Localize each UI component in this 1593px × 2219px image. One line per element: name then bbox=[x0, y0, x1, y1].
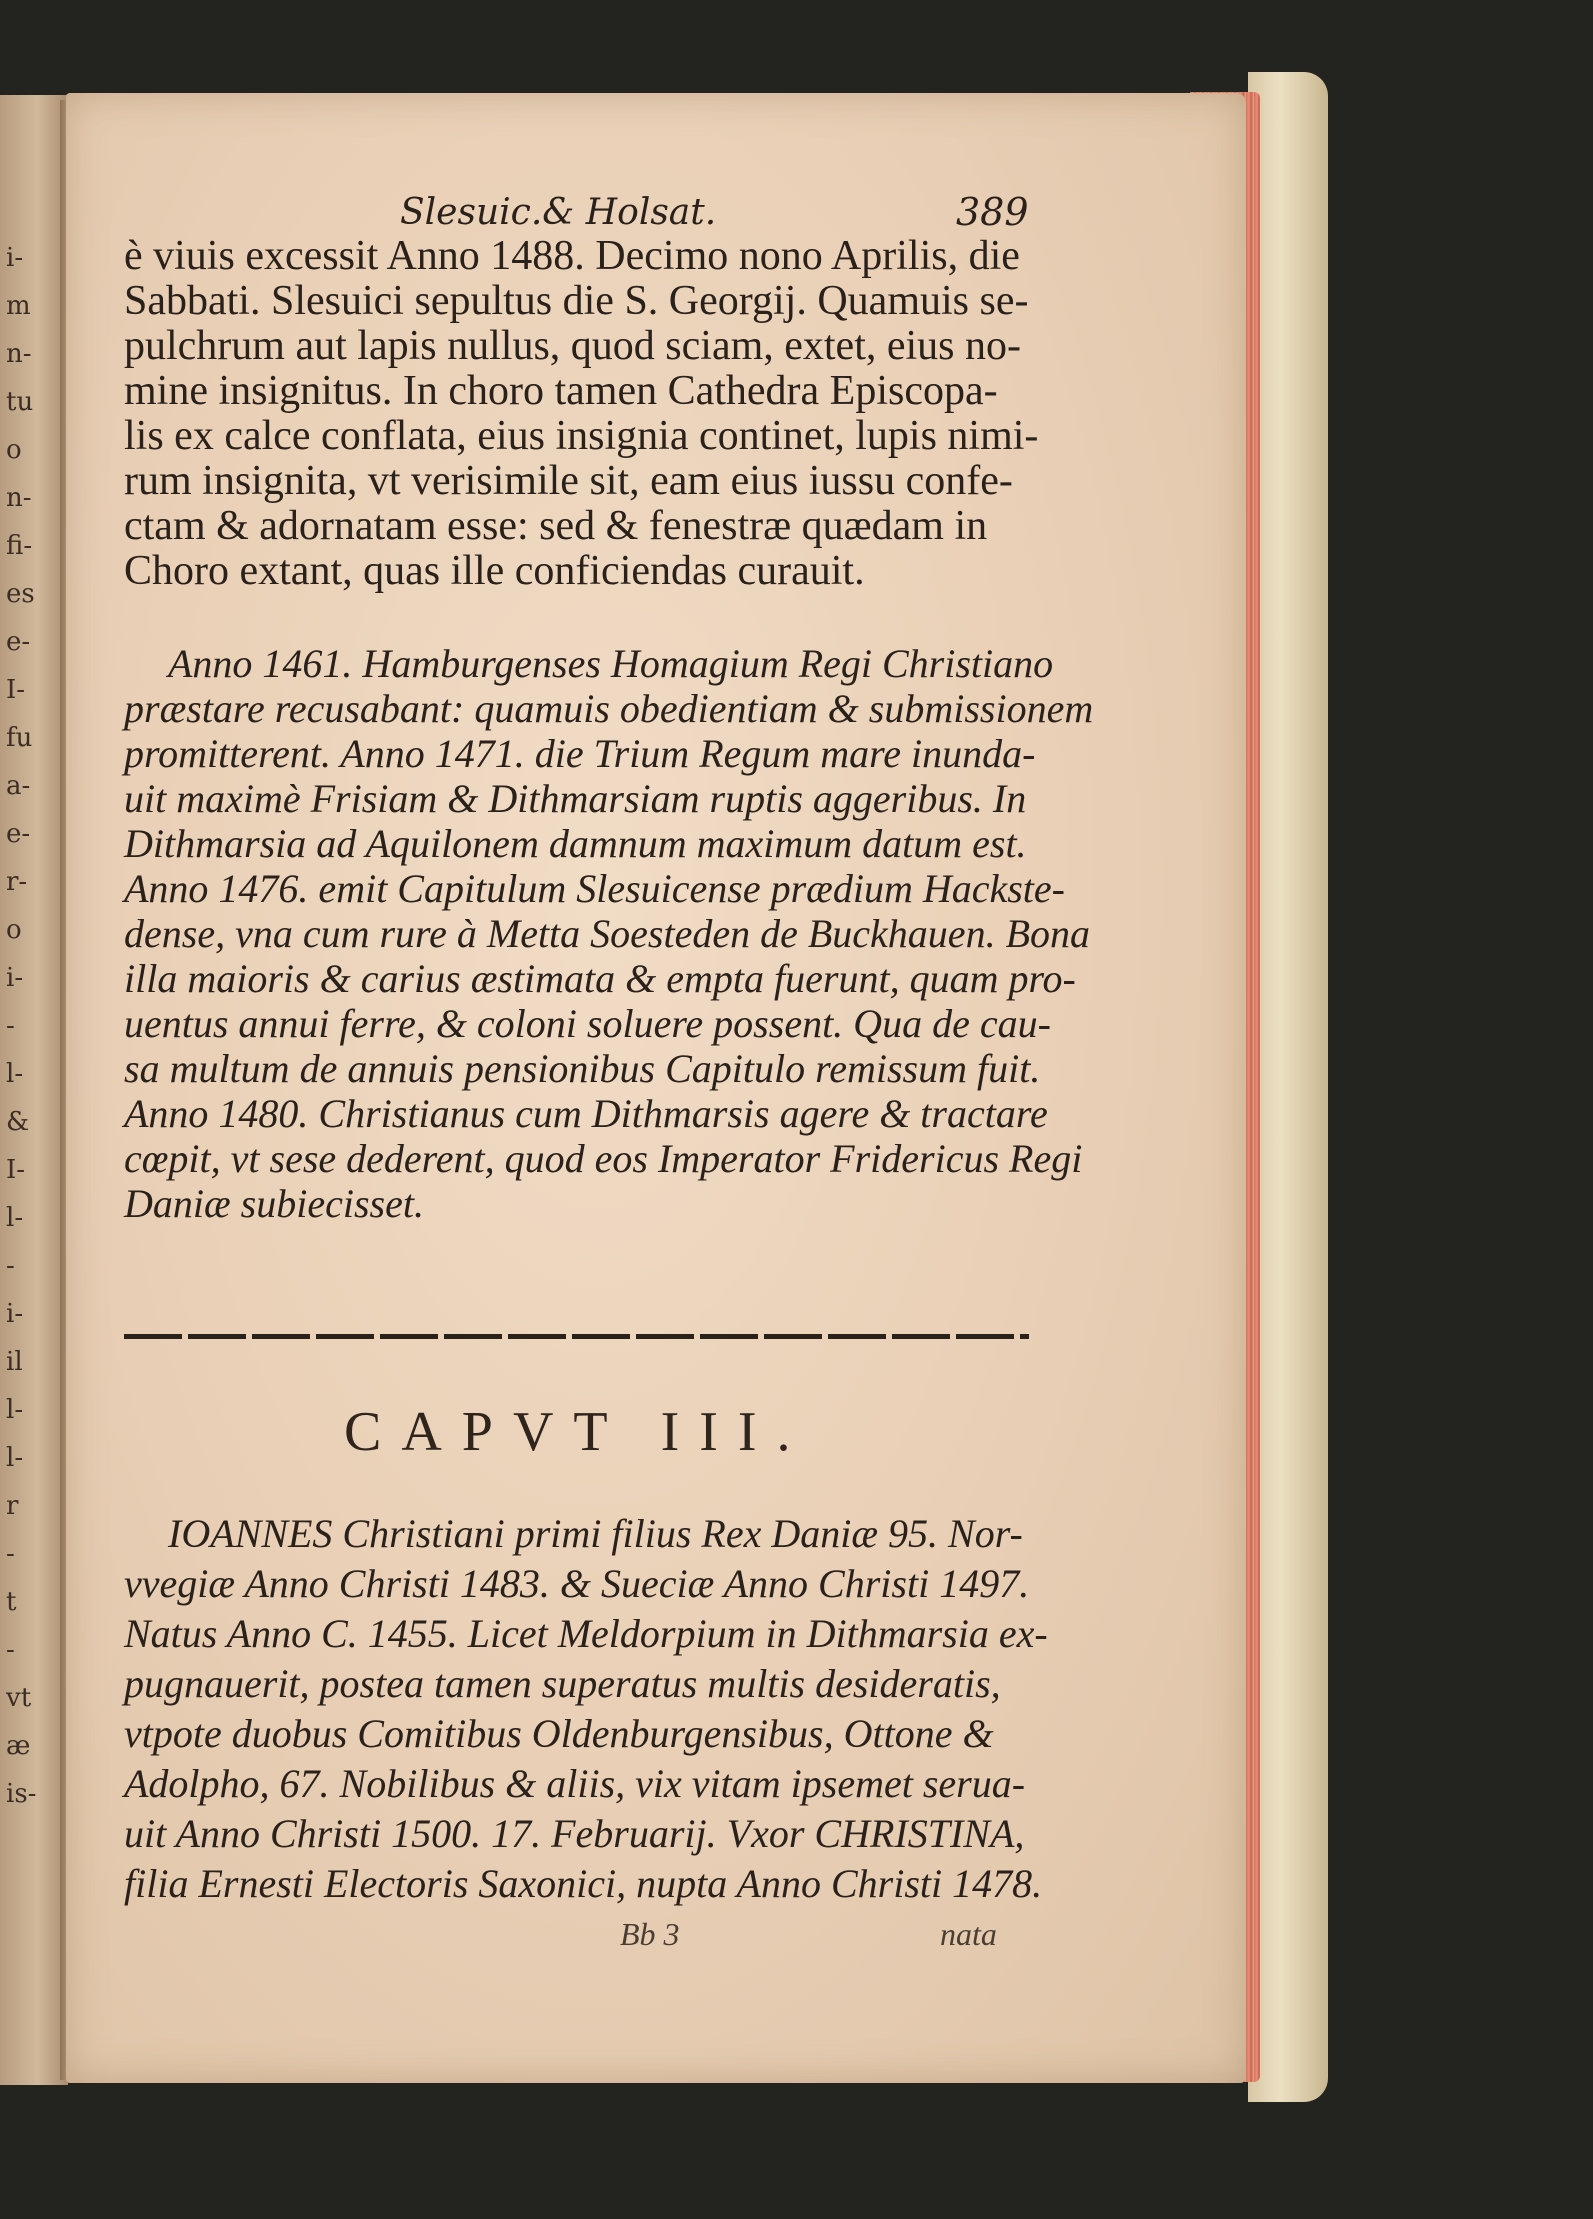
text-line: pulchrum aut lapis nullus, quod sciam, extet, eius no- bbox=[124, 323, 1022, 369]
page-number: 389 bbox=[956, 190, 1029, 234]
left-page-text-fragment: il bbox=[6, 1347, 23, 1377]
text-line: uentus annui ferre, & coloni soluere possent. Qua de cau- bbox=[124, 1001, 1051, 1046]
text-line: ctam & adornatam esse: sed & fenestræ quædam in bbox=[124, 503, 988, 549]
left-page-text-fragment: - bbox=[6, 1251, 15, 1281]
text-line: mine insignitus. In choro tamen Cathedra Episcopa- bbox=[124, 368, 998, 414]
left-page-text-fragment: r- bbox=[6, 867, 28, 897]
text-line: sa multum de annuis pensionibus Capitulo remissum fuit. bbox=[124, 1046, 1041, 1091]
text-line: uit Anno Christi 1500. 17. Februarij. Vxor CHRISTINA, bbox=[124, 1811, 1025, 1856]
signature-mark: Bb 3 bbox=[620, 1916, 680, 1952]
left-facing-page bbox=[0, 95, 68, 2085]
left-page-text-fragment: o bbox=[6, 435, 22, 465]
left-page-text-fragment: l- bbox=[6, 1395, 24, 1425]
left-page-text-fragment: & bbox=[6, 1107, 30, 1137]
text-line: præstare recusabant: quamuis obedientiam & submissionem bbox=[124, 686, 1094, 731]
text-line: illa maioris & carius æstimata & empta fuerunt, quam pro- bbox=[124, 956, 1076, 1001]
text-line: promitterent. Anno 1471. die Trium Regum mare inunda- bbox=[124, 731, 1036, 776]
text-line: Daniæ subiecisset. bbox=[124, 1181, 424, 1226]
left-page-text-fragment: m bbox=[6, 291, 31, 321]
left-page-text-fragment: i- bbox=[6, 963, 24, 993]
text-line: filia Ernesti Electoris Saxonici, nupta Anno Christi 1478. bbox=[124, 1861, 1043, 1906]
text-line: rum insignita, vt verisimile sit, eam eius iussu confe- bbox=[124, 458, 1013, 504]
left-page-text-fragment: a- bbox=[6, 771, 31, 801]
left-page-text-fragment: es bbox=[6, 579, 35, 609]
text-line: Choro extant, quas ille conficiendas curauit. bbox=[124, 548, 865, 594]
text-line: è viuis excessit Anno 1488. Decimo nono Aprilis, die bbox=[124, 233, 1020, 279]
text-line: dense, vna cum rure à Metta Soesteden de Buckhauen. Bona bbox=[124, 911, 1090, 956]
text-line: Anno 1480. Christianus cum Dithmarsis agere & tractare bbox=[124, 1091, 1048, 1136]
text-line: cœpit, vt sese dederent, quod eos Imperator Fridericus Regi bbox=[124, 1136, 1083, 1181]
text-line: lis ex calce conflata, eius insignia continet, lupis nimi- bbox=[124, 413, 1039, 459]
text-line: IOANNES Christiani primi filius Rex Daniæ 95. Nor- bbox=[168, 1511, 1023, 1556]
left-page-text-fragment: fi- bbox=[6, 531, 33, 561]
text-line: Natus Anno C. 1455. Licet Meldorpium in Dithmarsia ex- bbox=[124, 1611, 1048, 1656]
left-page-text-fragment: i- bbox=[6, 243, 24, 273]
book-cover-edge bbox=[1248, 72, 1328, 2102]
left-page-text-fragment: vt bbox=[6, 1683, 32, 1713]
text-line: Sabbati. Slesuici sepultus die S. Georgij. Quamuis se- bbox=[124, 278, 1029, 324]
text-line: Dithmarsia ad Aquilonem damnum maximum datum est. bbox=[124, 821, 1027, 866]
left-page-text-fragment: n- bbox=[6, 483, 32, 513]
left-page-text-fragment: l- bbox=[6, 1059, 24, 1089]
chapter-heading: CAPVT III. bbox=[344, 1401, 811, 1463]
text-line: pugnauerit, postea tamen superatus multis desideratis, bbox=[124, 1661, 1001, 1706]
left-page-text-fragment: l- bbox=[6, 1443, 24, 1473]
catchword: nata bbox=[940, 1916, 997, 1952]
running-head: Slesuic.& Holsat. bbox=[400, 192, 717, 233]
ornamental-rule bbox=[124, 1334, 1029, 1339]
left-page-text-fragment: i- bbox=[6, 1299, 24, 1329]
left-page-text-fragment: I- bbox=[6, 675, 26, 705]
left-page-text-fragment: æ bbox=[6, 1731, 31, 1761]
text-line: vvegiæ Anno Christi 1483. & Sueciæ Anno Christi 1497. bbox=[124, 1561, 1030, 1606]
text-line: uit maximè Frisiam & Dithmarsiam ruptis aggeribus. In bbox=[124, 776, 1027, 821]
left-page-text-fragment: is- bbox=[6, 1779, 37, 1809]
left-page-text-fragment: - bbox=[6, 1635, 15, 1665]
left-page-text-fragment: - bbox=[6, 1011, 15, 1041]
left-page-text-fragment: fu bbox=[6, 723, 33, 753]
text-line: Anno 1476. emit Capitulum Slesuicense prædium Hackste- bbox=[124, 866, 1065, 911]
left-page-text-fragment: - bbox=[6, 1539, 15, 1569]
left-page-text-fragment: r bbox=[6, 1491, 19, 1521]
left-page-text-fragment: tu bbox=[6, 387, 34, 417]
left-page-text-fragment: t bbox=[6, 1587, 17, 1617]
text-line: Adolpho, 67. Nobilibus & aliis, vix vitam ipsemet serua- bbox=[124, 1761, 1026, 1806]
text-line: vtpote duobus Comitibus Oldenburgensibus, Ottone & bbox=[124, 1711, 994, 1756]
left-page-text-fragment: n- bbox=[6, 339, 32, 369]
left-page-text-fragment: o bbox=[6, 915, 22, 945]
text-line: Anno 1461. Hamburgenses Homagium Regi Christiano bbox=[168, 641, 1054, 686]
left-page-text-fragment: l- bbox=[6, 1203, 24, 1233]
left-page-text-fragment: e- bbox=[6, 819, 31, 849]
left-page-text-fragment: I- bbox=[6, 1155, 26, 1185]
left-page-text-fragment: e- bbox=[6, 627, 31, 657]
